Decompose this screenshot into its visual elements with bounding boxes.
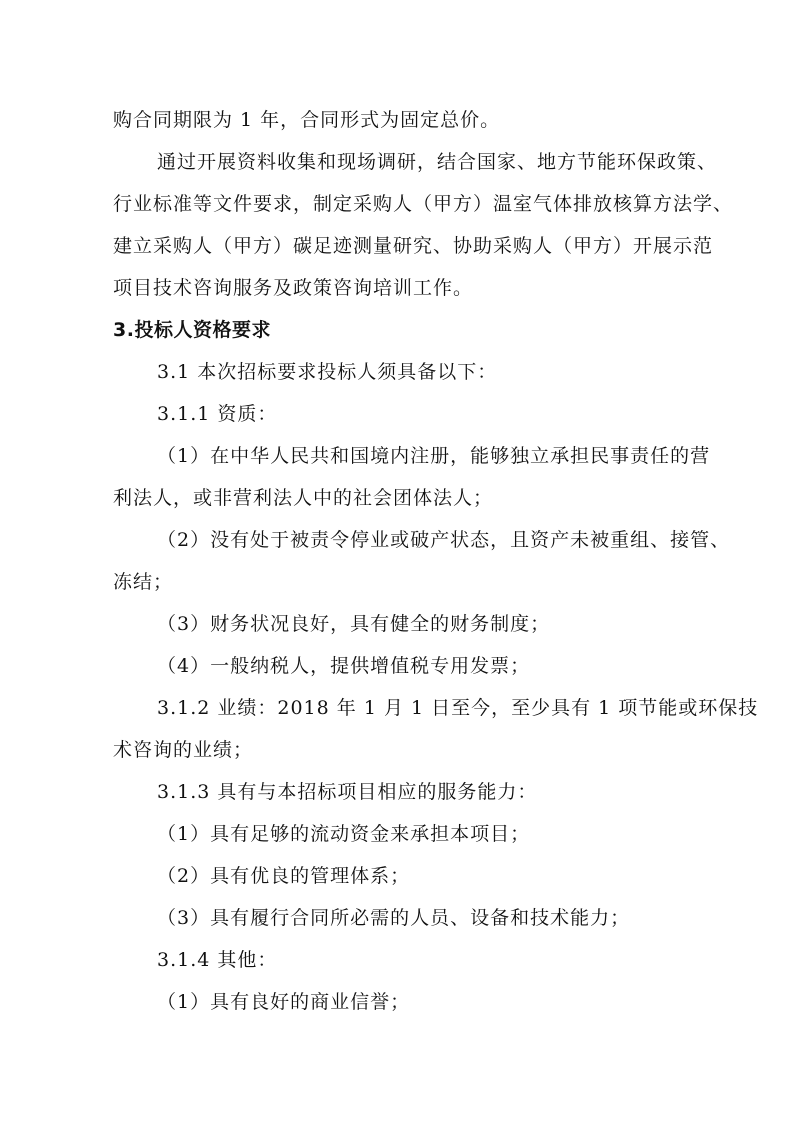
paragraph-line: 3.1.4 其他： <box>157 949 278 971</box>
paragraph-line: 3.1.2 业绩：2018 年 1 月 1 日至今，至少具有 1 项节能或环保技 <box>157 697 759 719</box>
paragraph-line: （2）具有优良的管理体系； <box>157 865 411 887</box>
paragraph-line: （4）一般纳税人，提供增值税专用发票； <box>157 655 531 677</box>
paragraph-line: （1）在中华人民共和国境内注册，能够独立承担民事责任的营 <box>157 445 711 467</box>
paragraph-line: （1）具有足够的流动资金来承担本项目； <box>157 823 531 845</box>
section-heading: 3.投标人资格要求 <box>113 319 271 341</box>
paragraph-line: 建立采购人（甲方）碳足迹测量研究、协助采购人（甲方）开展示范 <box>113 235 714 257</box>
paragraph-line: 通过开展资料收集和现场调研，结合国家、地方节能环保政策、 <box>157 151 718 173</box>
paragraph-line: （3）财务状况良好，具有健全的财务制度； <box>157 613 551 635</box>
paragraph-line: 冻结； <box>113 571 174 593</box>
paragraph-line: 利法人，或非营利法人中的社会团体法人； <box>113 487 494 509</box>
paragraph-line: （3）具有履行合同所必需的人员、设备和技术能力； <box>157 907 631 929</box>
paragraph-line: （1）具有良好的商业信誉； <box>157 991 411 1013</box>
paragraph-line: 行业标准等文件要求，制定采购人（甲方）温室气体排放核算方法学、 <box>113 193 734 215</box>
paragraph-line: 术咨询的业绩； <box>113 739 254 761</box>
paragraph-line: 3.1 本次招标要求投标人须具备以下： <box>157 361 498 383</box>
paragraph-line: （2）没有处于被责令停业或破产状态，且资产未被重组、接管、 <box>157 529 731 551</box>
paragraph-line: 3.1.3 具有与本招标项目相应的服务能力： <box>157 781 538 803</box>
paragraph-line: 购合同期限为 1 年，合同形式为固定总价。 <box>113 109 501 131</box>
paragraph-line: 项目技术咨询服务及政策咨询培训工作。 <box>113 277 474 299</box>
paragraph-line: 3.1.1 资质： <box>157 403 278 425</box>
